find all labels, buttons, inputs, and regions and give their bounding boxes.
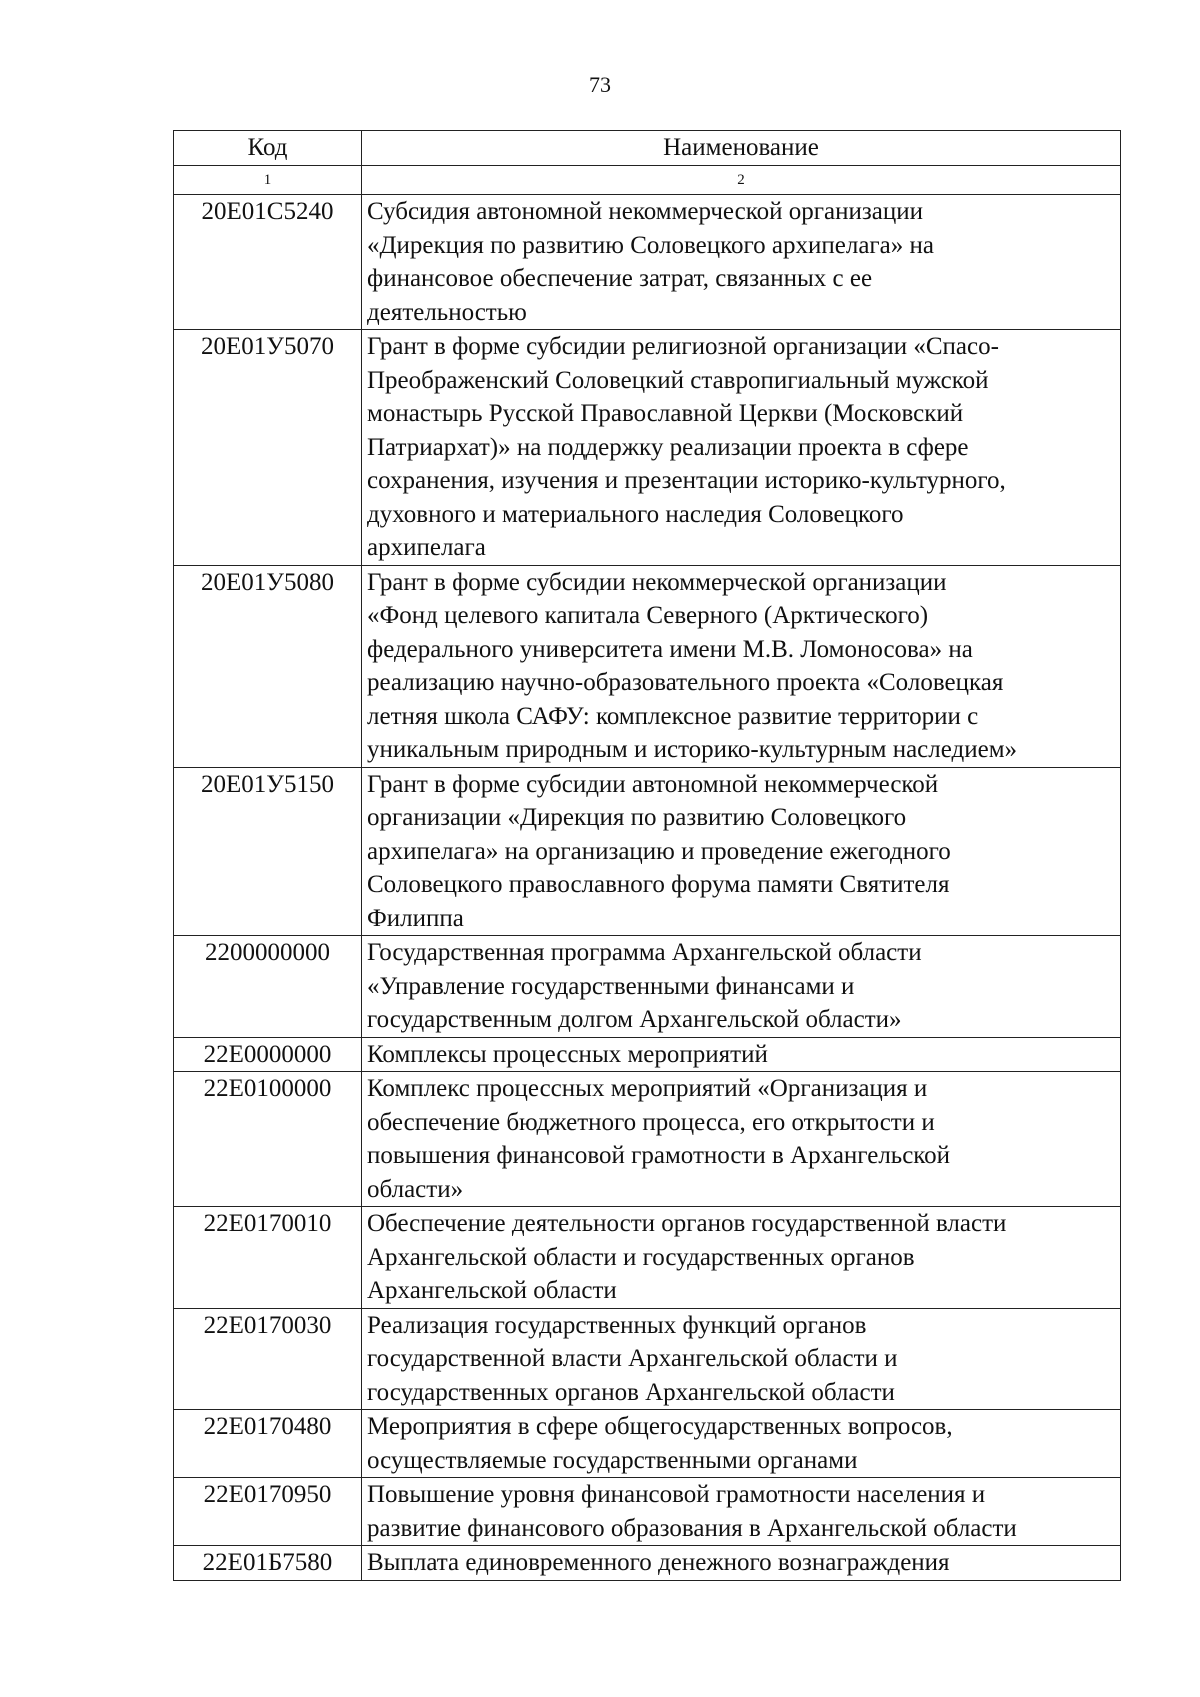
column-number-1: 1 [174, 166, 362, 195]
column-header-code: Код [174, 131, 362, 166]
budget-item-name [362, 936, 1121, 1038]
code-table [173, 130, 1121, 1581]
table-body [174, 195, 1121, 1581]
table-row [174, 1410, 1121, 1478]
budget-code: 22Е0170030 [174, 1308, 362, 1410]
table-row [174, 1308, 1121, 1410]
page-number: 73 [589, 72, 611, 97]
name-line: Соловецкого православного форума памяти Святителя [367, 871, 950, 898]
budget-item-name [362, 1546, 1121, 1581]
budget-code: 20Е01С5240 [174, 195, 362, 330]
name-line: организации «Дирекция по развитию Соловецкого [367, 804, 907, 831]
budget-code: 22Е0000000 [174, 1037, 362, 1072]
budget-code: 20Е01У5070 [174, 330, 362, 566]
name-line: повышения финансовой грамотности в Архангельской [367, 1142, 951, 1169]
budget-code: 20Е01У5150 [174, 767, 362, 936]
budget-item-name [362, 195, 1121, 330]
budget-item-name [362, 1478, 1121, 1546]
budget-item-name [362, 330, 1121, 566]
name-line: Патриархат)» на поддержку реализации проекта в сфере [367, 433, 969, 461]
name-line: Грант в форме субсидии некоммерческой организации [367, 568, 947, 596]
name-line: государственной власти Архангельской области и [367, 1345, 898, 1372]
budget-item-name [362, 1410, 1121, 1478]
budget-code: 22Е0170010 [174, 1207, 362, 1309]
name-line: монастырь Русской Православной Церкви (Московский [367, 400, 964, 427]
table-header-row [174, 131, 1121, 166]
name-line: осуществляемые государственными органами [367, 1446, 858, 1474]
budget-code: 22Е0100000 [174, 1072, 362, 1207]
name-line: летняя школа САФУ: комплексное развитие территории с [367, 702, 979, 730]
column-number-2: 2 [362, 166, 1121, 195]
budget-item-name [362, 767, 1121, 936]
name-line: федерального университета имени М.В. Ломоносова» на [367, 635, 973, 663]
budget-code: 2200000000 [174, 936, 362, 1038]
name-line: сохранения, изучения и презентации историко-культурного, [367, 467, 1006, 494]
name-line: реализацию научно-образовательного проекта «Соловецкая [367, 669, 1004, 696]
column-number-row [174, 166, 1121, 195]
table-row [174, 1037, 1121, 1072]
budget-item-name [362, 1308, 1121, 1410]
budget-code: 22Е0170950 [174, 1478, 362, 1546]
name-line: архипелага» на организацию и проведение ежегодного [367, 837, 951, 865]
budget-item-name [362, 1207, 1121, 1309]
name-line: «Фонд целевого капитала Северного (Арктического) [367, 602, 929, 629]
name-line: обеспечение бюджетного процесса, его открытости и [367, 1108, 935, 1136]
budget-item-name [362, 565, 1121, 767]
table-row [174, 936, 1121, 1038]
name-line: Реализация государственных функций органов [367, 1311, 867, 1339]
name-line: области» [367, 1175, 464, 1203]
table-row [174, 1207, 1121, 1309]
name-line: «Управление государственными финансами и [367, 972, 855, 1000]
name-line: Грант в форме субсидии религиозной организации «Спасо- [367, 333, 999, 360]
name-line: Архангельской области и государственных органов [367, 1243, 915, 1271]
budget-code: 22Е0170480 [174, 1410, 362, 1478]
table-row [174, 1478, 1121, 1546]
name-line: Повышение уровня финансовой грамотности населения и [367, 1481, 986, 1508]
budget-code: 22Е01Б7580 [174, 1546, 362, 1581]
name-line: Обеспечение деятельности органов государственной власти [367, 1210, 1007, 1237]
name-line: Филиппа [367, 904, 464, 932]
name-line: государственным долгом Архангельской области» [367, 1006, 902, 1033]
name-line: Комплексы процессных мероприятий [367, 1040, 768, 1068]
name-line: духовного и материального наследия Соловецкого [367, 500, 904, 528]
column-header-name: Наименование [362, 131, 1121, 166]
name-line: уникальным природным и историко-культурным наследием» [367, 736, 1018, 763]
name-line: Субсидия автономной некоммерческой организации [367, 198, 923, 225]
name-line: государственных органов Архангельской области [367, 1378, 895, 1406]
name-line: деятельностью [367, 298, 527, 326]
name-line: Выплата единовременного денежного вознаграждения [367, 1549, 950, 1576]
name-line: Комплекс процессных мероприятий «Организация и [367, 1075, 928, 1102]
table-row [174, 1072, 1121, 1207]
table-row [174, 195, 1121, 330]
budget-item-name [362, 1072, 1121, 1207]
name-line: Мероприятия в сфере общегосударственных вопросов, [367, 1413, 953, 1440]
table-row [174, 1546, 1121, 1581]
name-line: «Дирекция по развитию Соловецкого архипелага» на [367, 231, 935, 259]
name-line: финансовое обеспечение затрат, связанных с ее [367, 265, 873, 292]
name-line: Государственная программа Архангельской области [367, 939, 922, 966]
name-line: Грант в форме субсидии автономной некоммерческой [367, 770, 939, 798]
budget-code: 20Е01У5080 [174, 565, 362, 767]
name-line: Архангельской области [367, 1277, 617, 1304]
table-row [174, 565, 1121, 767]
name-line: развитие финансового образования в Архангельской области [367, 1514, 1017, 1542]
table-row [174, 330, 1121, 566]
name-line: Преображенский Соловецкий ставропигиальный мужской [367, 366, 989, 394]
name-line: архипелага [367, 534, 486, 561]
budget-item-name [362, 1037, 1121, 1072]
table-row [174, 767, 1121, 936]
